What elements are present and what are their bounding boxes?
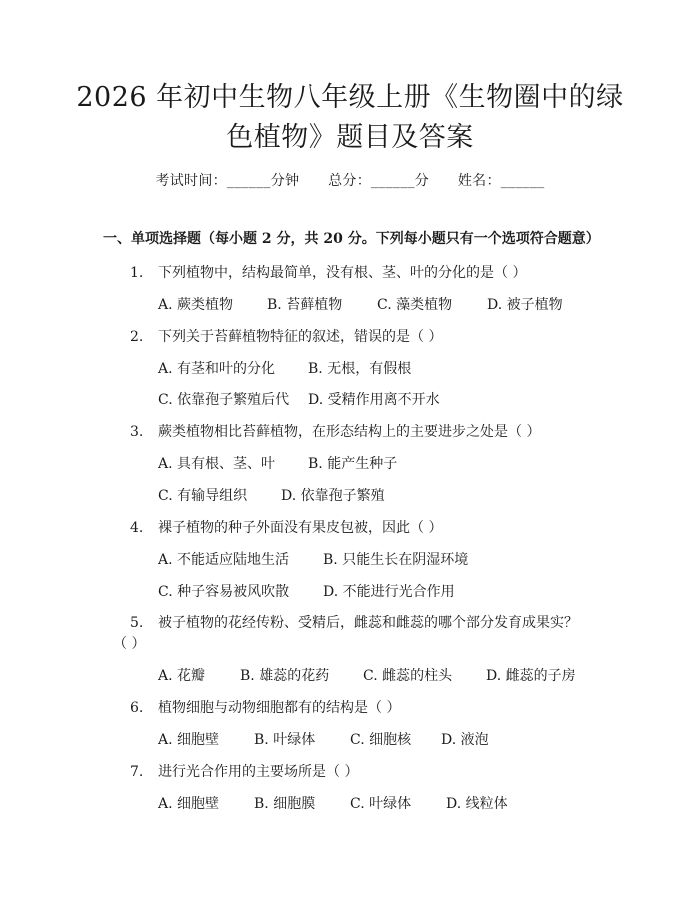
question-4 — [130, 517, 442, 537]
total-score-field: 总分：______分 — [328, 173, 430, 189]
question-number: 3. — [130, 424, 144, 440]
question-2-options-row-2 — [158, 389, 440, 409]
option-b: B. 苔藓植物 — [267, 297, 343, 313]
question-3-options-row-2 — [158, 485, 385, 505]
question-6-options — [158, 729, 489, 749]
question-1-options — [158, 294, 563, 314]
option-a: A. 细胞壁 — [158, 732, 220, 748]
question-number: 6. — [130, 700, 144, 716]
question-text: 下列关于苔藓植物特征的叙述，错误的是（ ） — [158, 329, 443, 345]
option-a: A. 细胞壁 — [158, 796, 220, 812]
page-title — [60, 78, 640, 158]
section-heading: 一、单项选择题（每小题 2 分，共 20 分。下列每小题只有一个选项符合题意） — [103, 231, 600, 247]
option-d: D. 被子植物 — [487, 297, 563, 313]
option-b: B. 雄蕊的花药 — [240, 668, 330, 684]
question-number: 7. — [130, 764, 144, 780]
exam-meta — [0, 170, 700, 190]
student-name-field: 姓名：______ — [457, 173, 545, 189]
question-text: 下列植物中，结构最简单，没有根、茎、叶的分化的是（ ） — [158, 265, 527, 281]
option-c: C. 雌蕊的柱头 — [363, 668, 453, 684]
option-a: A. 花瓣 — [158, 668, 206, 684]
question-3-options-row-1 — [158, 453, 397, 473]
option-d: D. 液泡 — [441, 732, 489, 748]
question-number: 4. — [130, 520, 144, 536]
question-4-options-row-2 — [158, 581, 455, 601]
exam-time-field: 考试时间：______分钟 — [155, 173, 300, 189]
option-c: C. 有输导组织 — [158, 488, 248, 504]
question-text: 被子植物的花经传粉、受精后，雌蕊和雌蕊的哪个部分发育成果实？ — [158, 615, 578, 631]
question-5-continuation: （ ） — [113, 636, 146, 652]
question-text: 裸子植物的种子外面没有果皮包被，因此（ ） — [158, 520, 443, 536]
option-c: C. 依靠孢子繁殖后代 — [158, 392, 290, 408]
option-d: D. 雌蕊的子房 — [486, 668, 576, 684]
question-number: 1. — [130, 265, 144, 281]
question-text: 植物细胞与动物细胞都有的结构是（ ） — [158, 700, 401, 716]
question-number: 5. — [130, 615, 144, 631]
option-c: C. 藻类植物 — [377, 297, 453, 313]
option-c: C. 种子容易被风吹散 — [158, 584, 290, 600]
question-text: 进行光合作用的主要场所是（ ） — [158, 764, 359, 780]
question-1 — [130, 262, 526, 282]
question-2 — [130, 326, 442, 346]
option-b: B. 细胞膜 — [254, 796, 316, 812]
option-a: A. 具有根、茎、叶 — [158, 456, 276, 472]
question-7-options — [158, 793, 508, 813]
title-line-2: 色植物》题目及答案 — [226, 122, 474, 153]
option-d: D. 受精作用离不开水 — [308, 392, 440, 408]
question-2-options-row-1 — [158, 358, 411, 378]
option-a: A. 有茎和叶的分化 — [158, 361, 276, 377]
option-b: B. 叶绿体 — [254, 732, 316, 748]
question-5-options — [158, 665, 576, 685]
option-a: A. 不能适应陆地生活 — [158, 552, 290, 568]
question-number: 2. — [130, 329, 144, 345]
question-5 — [130, 612, 578, 632]
option-c: C. 叶绿体 — [350, 796, 412, 812]
question-3 — [130, 421, 540, 441]
option-c: C. 细胞核 — [350, 732, 412, 748]
option-d: D. 线粒体 — [446, 796, 508, 812]
option-b: B. 无根，有假根 — [308, 361, 412, 377]
title-line-1: 2026 年初中生物八年级上册《生物圈中的绿 — [76, 82, 624, 113]
option-d: D. 依靠孢子繁殖 — [281, 488, 385, 504]
option-b: B. 能产生种子 — [308, 456, 398, 472]
question-text: 蕨类植物相比苔藓植物，在形态结构上的主要进步之处是（ ） — [158, 424, 541, 440]
question-4-options-row-1 — [158, 549, 468, 569]
option-b: B. 只能生长在阴湿环境 — [323, 552, 469, 568]
question-6 — [130, 697, 400, 717]
question-7 — [130, 761, 358, 781]
option-a: A. 蕨类植物 — [158, 297, 234, 313]
option-d: D. 不能进行光合作用 — [323, 584, 455, 600]
